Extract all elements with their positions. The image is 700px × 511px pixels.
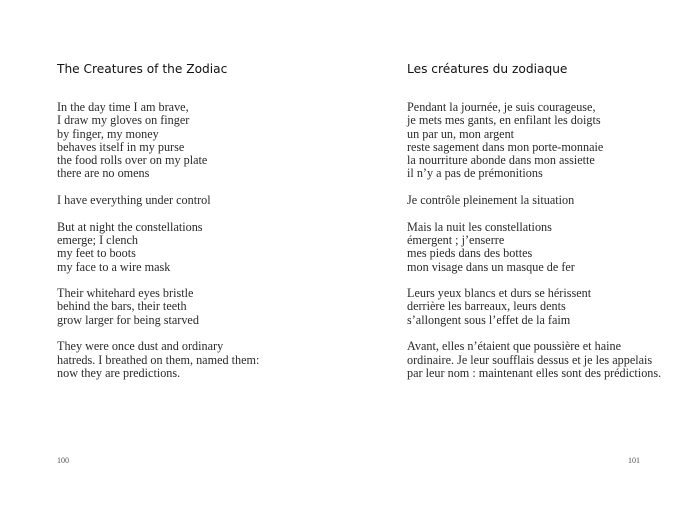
poem-line: émergent ; j’enserre — [407, 232, 505, 247]
poem-line: I have everything under control — [57, 193, 211, 208]
poem-line: s’allongent sous l’effet de la faim — [407, 312, 571, 327]
poem-line: Mais la nuit les constellations — [407, 219, 552, 234]
poem-line: Their whitehard eyes bristle — [57, 286, 194, 301]
poem-line: il n’y a pas de prémonitions — [407, 166, 543, 181]
stanza — [407, 221, 661, 274]
poem-title: Les créatures du zodiaque — [407, 62, 568, 76]
poem-line: reste sagement dans mon porte-monnaie — [407, 139, 604, 154]
poem-line: grow larger for being starved — [57, 312, 199, 327]
poem-line: Pendant la journée, je suis courageuse, — [407, 100, 596, 114]
poem-line: now they are predictions. — [57, 365, 181, 380]
page-number: 100 — [57, 456, 69, 465]
poem-line: je mets mes gants, en enfilant les doigts — [407, 113, 601, 128]
stanza — [57, 340, 259, 380]
stanza — [57, 101, 259, 181]
poem-line: But at night the constellations — [57, 219, 203, 234]
stanza — [407, 101, 661, 181]
right-page — [350, 0, 700, 511]
poem-line: by finger, my money — [57, 126, 159, 141]
poem-line: mon visage dans un masque de fer — [407, 259, 575, 274]
stanza — [57, 221, 259, 274]
poem-title: The Creatures of the Zodiac — [57, 62, 228, 76]
stanza — [57, 194, 259, 207]
poem-line: the food rolls over on my plate — [57, 153, 208, 168]
poem-line: They were once dust and ordinary — [57, 339, 224, 354]
poem-line: ordinaire. Je leur soufflais dessus et je les appelais — [407, 352, 653, 367]
poem-line: derrière les barreaux, leurs dents — [407, 299, 566, 314]
poem-line: Je contrôle pleinement la situation — [407, 193, 575, 208]
stanza — [407, 287, 661, 327]
poem-body — [57, 101, 259, 394]
poem-line: Avant, elles n’étaient que poussière et haine — [407, 339, 621, 354]
poem-line: my feet to boots — [57, 246, 136, 261]
poem-line: my face to a wire mask — [57, 259, 171, 274]
poem-line: In the day time I am brave, — [57, 100, 189, 114]
poem-body — [407, 101, 661, 394]
poem-line: there are no omens — [57, 166, 150, 181]
poem-line: un par un, mon argent — [407, 126, 515, 141]
poem-line: emerge; I clench — [57, 232, 138, 247]
poem-line: behind the bars, their teeth — [57, 299, 187, 314]
stanza — [407, 194, 661, 207]
poem-line: mes pieds dans des bottes — [407, 246, 533, 261]
poem-line: la nourriture abonde dans mon assiette — [407, 153, 595, 168]
poem-line: par leur nom : maintenant elles sont des prédictions. — [407, 365, 662, 380]
poem-line: Leurs yeux blancs et durs se hérissent — [407, 286, 592, 301]
poem-line: hatreds. I breathed on them, named them: — [57, 352, 260, 367]
poem-line: I draw my gloves on finger — [57, 113, 190, 128]
poem-line: behaves itself in my purse — [57, 139, 185, 154]
page-number: 101 — [628, 456, 640, 465]
stanza — [407, 340, 661, 380]
stanza — [57, 287, 259, 327]
